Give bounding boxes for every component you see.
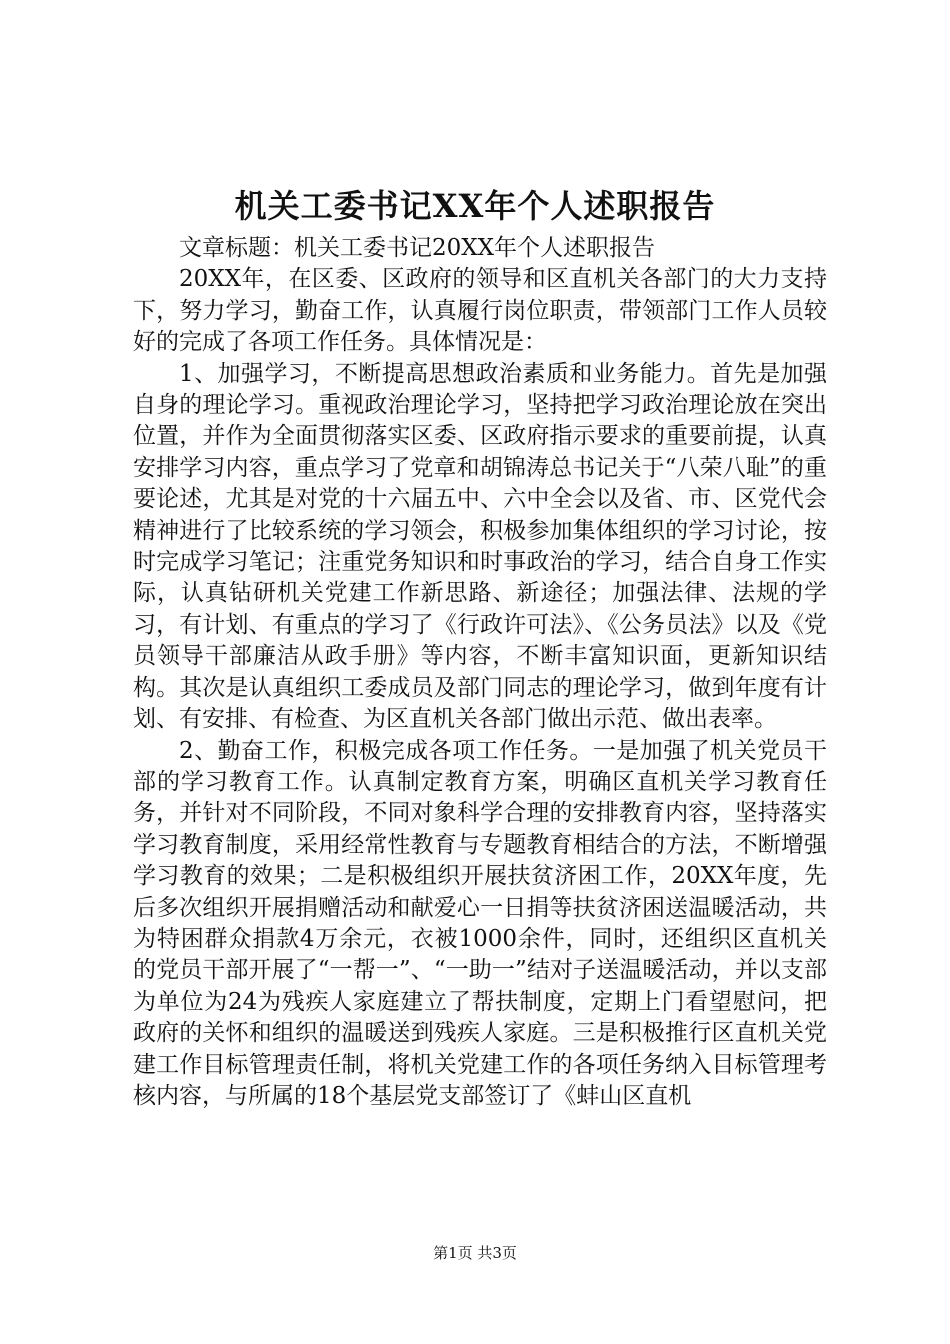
- document-title: 机关工委书记XX年个人述职报告: [234, 187, 716, 225]
- section-2-paragraph: 2、勤奋工作，积极完成各项工作任务。一是加强了机关党员干部的学习教育工作。认真制定教育方案，明确区直机关学习教育任务，并针对不同阶段，不同对象科学合理的安排教育内容，坚持落实学习教育制度，采用经常性教育与专题教育相结合的方法，不断增强学习教育的效果；二是积极组织开展扶贫济困工作，20XX年度，先后多次组织开展捐赠活动和献爱心一日捐等扶贫济困送温暖活动，共为特困群众捐款4万余元，衣被1000余件，同时，还组织区直机关的党员干部开展了“一帮一”、“一助一”结对子送温暖活动，并以支部为单位为24为残疾人家庭建立了帮扶制度，定期上门看望慰问，把政府的关怀和组织的温暖送到残疾人家庭。三是积极推行区直机关党建工作目标管理责任制，将机关党建工作的各项任务纳入目标管理考核内容，与所属的18个基层党支部签订了《蚌山区直机: [133, 737, 827, 1109]
- article-heading-line: 文章标题：机关工委书记20XX年个人述职报告: [179, 235, 656, 261]
- section-1-paragraph: 1、加强学习，不断提高思想政治素质和业务能力。首先是加强自身的理论学习。重视政治理论学习，坚持把学习政治理论放在突出位置，并作为全面贯彻落实区委、区政府指示要求的重要前提，认真安排学习内容，重点学习了党章和胡锦涛总书记关于“八荣八耻”的重要论述，尤其是对党的十六届五中、六中全会以及省、市、区党代会精神进行了比较系统的学习领会，积极参加集体组织的学习讨论，按时完成学习笔记；注重党务知识和时事政治的学习，结合自身工作实际，认真钻研机关党建工作新思路、新途径；加强法律、法规的学习，有计划、有重点的学习了《行政许可法》、《公务员法》以及《党员领导干部廉洁从政手册》等内容，不断丰富知识面，更新知识结构。其次是认真组织工委成员及部门同志的理论学习，做到年度有计划、有安排、有检查、为区直机关各部门做出示范、做出表率。: [133, 360, 827, 733]
- document-body: [133, 233, 827, 1112]
- page-footer: 第1页 共3页: [433, 1244, 517, 1262]
- intro-paragraph: 20XX年，在区委、区政府的领导和区直机关各部门的大力支持下，努力学习，勤奋工作，认真履行岗位职责，带领部门工作人员较好的完成了各项工作任务。具体情况是：: [133, 266, 827, 356]
